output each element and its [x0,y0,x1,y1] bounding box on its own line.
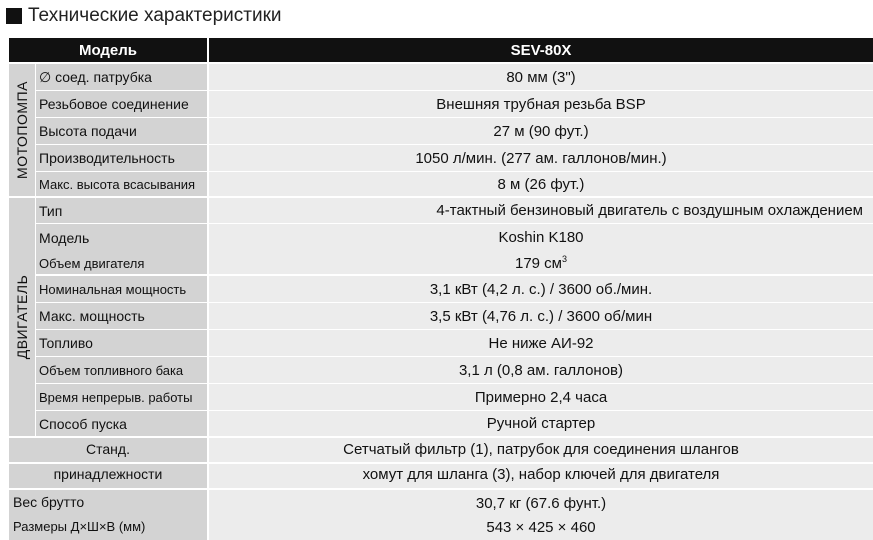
row-label: Время непрерыв. работы [36,384,207,410]
row-value: 1050 л/мин. (277 ам. галлонов/мин.) [209,145,873,171]
accessories-label-line2: принадлежности [53,466,163,482]
square-bullet-icon [6,8,22,24]
row-label: Высота подачи [36,118,207,144]
row-value-group [209,224,873,274]
accessories-value-line2: хомут для шланга (3), набор ключей для двигателя [362,466,720,483]
size-value: 543 × 425 × 460 [486,519,596,536]
accessories-value-line1: Сетчатый фильтр (1), патрубок для соединения шлангов [343,441,739,458]
accessories-label-line1: Станд. [86,441,130,457]
row-value: Koshin K180 [498,229,584,246]
row-label-group [36,224,207,274]
row-label: Производительность [36,145,207,171]
row-value-displacement: 179 $см^3$ [514,254,568,272]
row-label: Резьбовое соединение [36,91,207,117]
row-value: Ручной стартер [209,411,873,436]
row-value: Не ниже АИ-92 [209,330,873,356]
row-value: 3,5 кВт (4,76 л. с.) / 3600 об/мин [209,303,873,329]
row-label: Объем двигателя [39,256,145,271]
section-title [6,4,282,28]
header-model-label: Модель [9,38,207,62]
weight-label: Вес брутто [13,494,85,510]
row-label: Топливо [36,330,207,356]
dimensions-label [9,490,207,540]
section-title-text: Технические характеристики [28,5,282,26]
row-label: Тип [36,198,207,223]
row-label: Объем топливного бака [36,357,207,383]
header-model-value: SEV-80X [209,38,873,62]
dimensions-value [209,490,873,540]
row-value: 3,1 л (0,8 ам. галлонов) [209,357,873,383]
row-value: Примерно 2,4 часа [209,384,873,410]
weight-value: 30,7 кг (67.6 фунт.) [475,495,607,512]
row-label: Способ пуска [36,411,207,436]
accessories-divider [9,462,873,464]
row-label: Макс. высота всасывания [36,172,207,196]
row-value: 3,1 кВт (4,2 л. с.) / 3600 об./мин. [209,276,873,302]
row-label: Модель [39,230,90,246]
row-value: Внешняя трубная резьба BSP [209,91,873,117]
row-label: Макс. мощность [36,303,207,329]
row-label: Номинальная мощность [36,276,207,302]
row-value: 27 м (90 фут.) [209,118,873,144]
row-value: 8 м (26 фут.) [209,172,873,196]
section-engine-label: ДВИГАТЕЛЬ [9,198,35,436]
size-label: Размеры Д×Ш×В (мм) [13,519,146,534]
row-label: ∅ соед. патрубка [36,64,207,90]
row-value: 80 мм (3") [209,64,873,90]
section-pump-label: МОТОПОМПА [9,64,35,196]
row-value: 4-тактный бензиновый двигатель с воздушным охлаждением [209,198,873,223]
